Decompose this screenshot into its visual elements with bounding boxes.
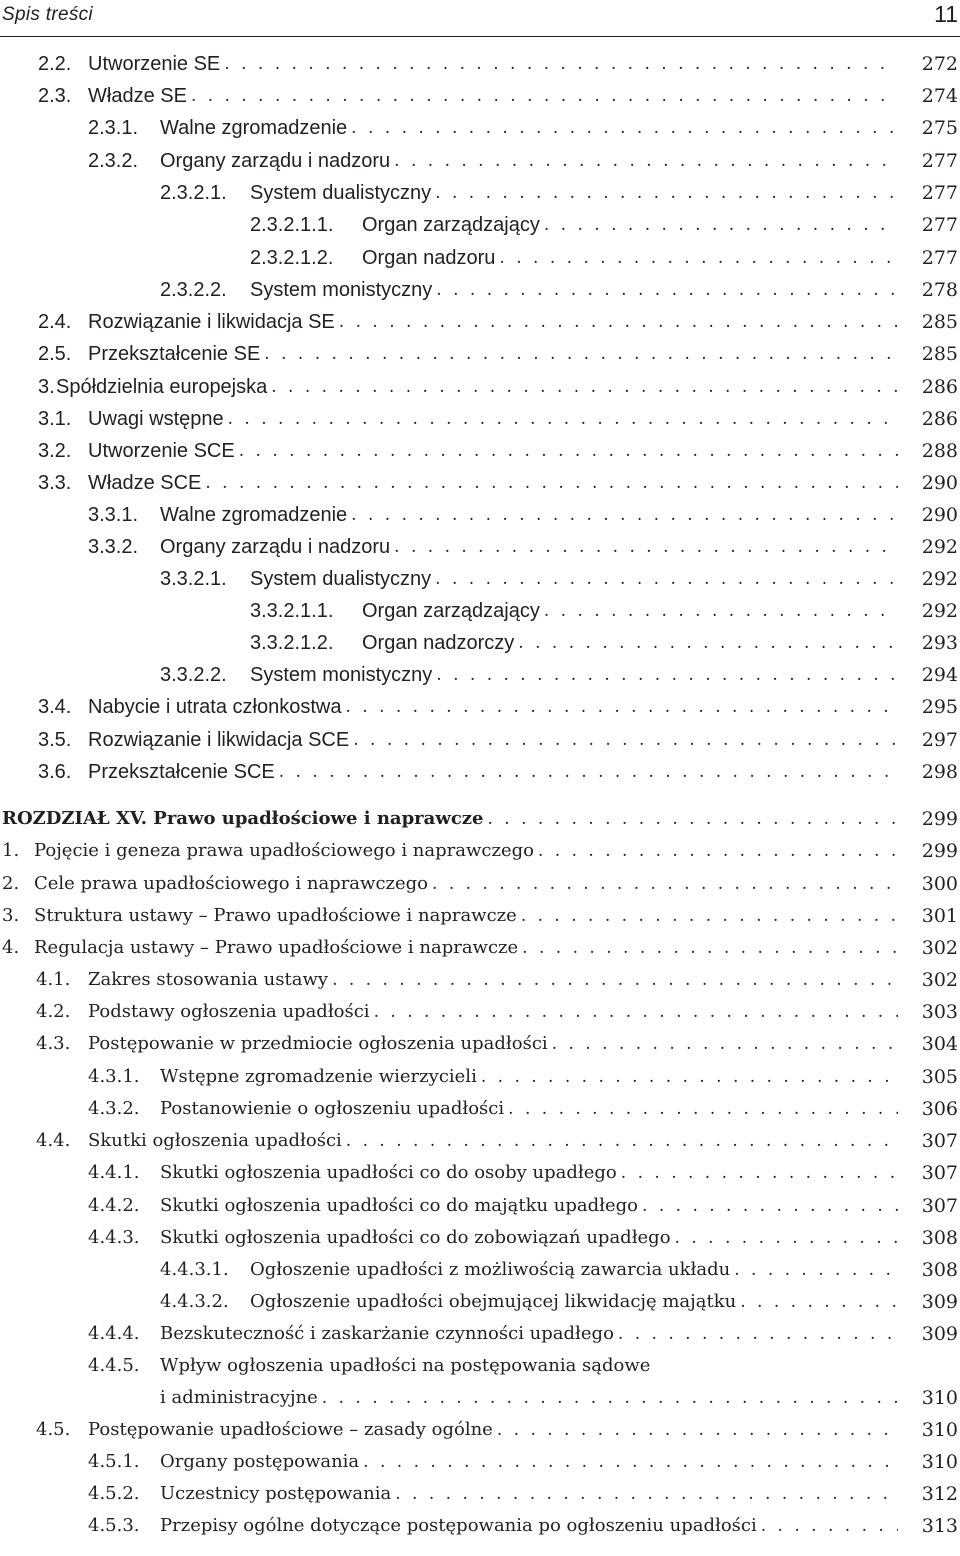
toc-entry-leader: [483, 803, 898, 835]
toc-entry[interactable]: [0, 306, 960, 338]
toc-entry-title: ROZDZIAŁ XV. Prawo upadłościowe i naprawcze: [2, 808, 484, 829]
toc-entry-number: 4.4.: [36, 1130, 71, 1151]
toc-entry[interactable]: [0, 659, 960, 691]
toc-entry-title: Władze SCE: [88, 472, 202, 494]
toc-entry-body: [362, 627, 898, 659]
toc-entry[interactable]: [0, 467, 960, 499]
toc-entry-page: 299: [921, 840, 958, 862]
toc-entry-leader: [757, 1510, 898, 1542]
toc-entry-page: 277: [921, 182, 958, 204]
toc-entry-body: [160, 531, 898, 563]
toc-entry-body: [88, 403, 898, 435]
toc-entry-number: 3.: [38, 376, 55, 398]
toc-entry-body: [160, 1061, 898, 1093]
toc-entry-body: [88, 1028, 898, 1060]
toc-entry-body: [56, 371, 898, 403]
toc-entry-title: Cele prawa upadłościowego i naprawczego: [34, 873, 429, 894]
toc-entry[interactable]: [0, 403, 960, 435]
toc-entry-page: 312: [921, 1483, 958, 1505]
toc-entry-page: 277: [921, 214, 958, 236]
toc-entry-page: 298: [921, 761, 958, 783]
toc-entry-leader: [517, 900, 898, 932]
toc-entry-leader: [617, 1157, 898, 1189]
toc-entry-page: 286: [921, 376, 958, 398]
toc-entry-leader: [220, 48, 898, 80]
toc-entry-title: Skutki ogłoszenia upadłości co do zobowiązań upadłego: [160, 1227, 671, 1248]
running-head: [0, 0, 960, 37]
toc-entry[interactable]: [0, 371, 960, 403]
toc-entry[interactable]: [0, 1093, 960, 1125]
toc-entry-body: [88, 467, 898, 499]
toc-entry-title: Skutki ogłoszenia upadłości co do majątku upadłego: [160, 1195, 639, 1216]
toc-entry[interactable]: [0, 1382, 960, 1414]
toc-entry-body: [160, 145, 898, 177]
toc-entry[interactable]: [0, 1222, 960, 1254]
toc-entry[interactable]: [0, 756, 960, 788]
toc-entry-body: [250, 1286, 898, 1318]
toc-entry-leader: [428, 868, 898, 900]
toc-entry-number: 2.: [2, 873, 20, 894]
toc-entry-number: 3.3.2.2.: [160, 664, 227, 686]
toc-entry[interactable]: [0, 435, 960, 467]
toc-entry-leader: [534, 835, 898, 867]
toc-entry-page: 288: [921, 440, 958, 462]
toc-entry-title: Władze SE: [88, 85, 187, 107]
toc-entry-leader: [477, 1061, 898, 1093]
toc-entry-leader: [347, 499, 898, 531]
toc-entry-number: 3.4.: [38, 696, 72, 718]
toc-entry-page: 290: [921, 504, 958, 526]
toc-entry-body: [362, 595, 898, 627]
toc-entry-number: 4.4.2.: [88, 1195, 140, 1216]
toc-entry-number: 4.5.3.: [88, 1515, 140, 1536]
toc-entry-leader: [341, 691, 898, 723]
toc-entry-number: 4.4.5.: [88, 1355, 140, 1376]
toc-entry-body: [88, 1125, 898, 1157]
toc-entry-number: 3.5.: [38, 729, 72, 751]
toc-entry-title: Struktura ustawy – Prawo upadłościowe i naprawcze: [34, 905, 517, 926]
toc-entry[interactable]: [0, 145, 960, 177]
toc-entry-number: 3.: [2, 905, 20, 926]
toc-entry[interactable]: [0, 900, 960, 932]
toc-entry-leader: [235, 435, 898, 467]
toc-entry-leader: [224, 403, 898, 435]
toc-entry-page: 292: [921, 536, 958, 558]
toc-entry-leader: [342, 1125, 898, 1157]
toc-entry[interactable]: [0, 1350, 960, 1382]
toc-entry[interactable]: [0, 338, 960, 370]
toc-entry-page: 307: [921, 1162, 958, 1184]
toc-entry-page: 310: [921, 1451, 958, 1473]
toc-entry-leader: [614, 1318, 898, 1350]
toc-entry-leader: [390, 531, 898, 563]
toc-entry-body: [160, 1510, 898, 1542]
toc-entry-body: [250, 177, 898, 209]
toc-entry-leader: [260, 338, 898, 370]
toc-entry-leader: [518, 932, 898, 964]
running-title: Spis treści: [2, 4, 93, 25]
toc-entry-number: 1.: [2, 840, 20, 861]
toc-entry-page: 286: [921, 408, 958, 430]
toc-entry-leader: [504, 1093, 898, 1125]
toc-entry-leader: [736, 1286, 898, 1318]
toc-entry-page: 309: [921, 1323, 958, 1345]
toc-entry-number: 2.2.: [38, 53, 72, 75]
toc-entry-number: 4.4.1.: [88, 1162, 140, 1183]
toc-entry-leader: [431, 177, 898, 209]
toc-entry-title: Skutki ogłoszenia upadłości co do osoby upadłego: [160, 1162, 617, 1183]
toc-entry-body: [88, 691, 898, 723]
toc-entry-page: 277: [921, 247, 958, 269]
toc-entry-title: Organ nadzoru: [362, 247, 496, 269]
toc-entry-title: Zakres stosowania ustawy: [88, 969, 329, 990]
toc-entry-title: Utworzenie SCE: [88, 440, 235, 462]
toc-entry-number: 3.2.: [38, 440, 72, 462]
toc-entry-body: [88, 724, 898, 756]
toc-entry-leader: [432, 274, 898, 306]
toc-entry-leader: [347, 112, 898, 144]
toc-entry[interactable]: [0, 868, 960, 900]
toc-entry-title: Ogłoszenie upadłości obejmującej likwidację majątku: [250, 1291, 737, 1312]
toc-entry-number: 4.3.1.: [88, 1066, 140, 1087]
toc-entry-body: [34, 868, 898, 900]
toc-entry-page: 307: [921, 1130, 958, 1152]
toc-entry-page: 302: [921, 969, 958, 991]
toc-entry-number: 4.: [2, 937, 20, 958]
toc-entry-number: 4.2.: [36, 1001, 71, 1022]
toc-entry-body: [88, 48, 898, 80]
toc-entry-number: 2.3.1.: [88, 117, 139, 139]
toc-entry-page: 310: [921, 1419, 958, 1441]
toc-entry-body: [88, 756, 898, 788]
toc-entry-leader: [548, 1028, 898, 1060]
toc-entry-title: Organ nadzorczy: [362, 632, 515, 654]
toc-entry-body: [160, 112, 898, 144]
toc-entry-leader: [671, 1222, 898, 1254]
toc-entry-title: Rozwiązanie i likwidacja SCE: [88, 729, 350, 751]
toc-entry-page: 272: [921, 53, 958, 75]
toc-entry-title: Organy zarządu i nadzoru: [160, 536, 391, 558]
toc-entry-title: System dualistyczny: [250, 568, 432, 590]
toc-entry[interactable]: [0, 177, 960, 209]
toc-entry-body: [362, 209, 898, 241]
toc-entry-body: [160, 1157, 898, 1189]
toc-entry[interactable]: [0, 1157, 960, 1189]
toc-entry-page: 309: [921, 1291, 958, 1313]
toc-entry-title: Pojęcie i geneza prawa upadłościowego i naprawczego: [34, 840, 534, 861]
toc-entry-leader: [432, 659, 898, 691]
toc-entry-title: System monistyczny: [250, 664, 433, 686]
toc-entry-number: 3.3.2.1.1.: [250, 600, 334, 622]
toc-entry-number: 2.3.2.1.: [160, 182, 227, 204]
toc-entry-title: Rozwiązanie i likwidacja SE: [88, 311, 335, 333]
toc-entry-leader: [201, 467, 898, 499]
toc-entry-number: 3.3.2.: [88, 536, 139, 558]
toc-entry-page: 294: [921, 664, 958, 686]
toc-entry-page: 297: [921, 729, 958, 751]
toc-entry-leader: [514, 627, 898, 659]
toc-entry-body: [160, 1093, 898, 1125]
toc-entry-page: 278: [921, 279, 958, 301]
toc-entry-number: 3.6.: [38, 761, 72, 783]
toc-entry-number: 4.5.2.: [88, 1483, 140, 1504]
toc-entry[interactable]: [0, 499, 960, 531]
toc-entry-number: 4.5.: [36, 1419, 71, 1440]
toc-entry-number: 3.1.: [38, 408, 72, 430]
toc-entry-title: Walne zgromadzenie: [160, 117, 348, 139]
toc-entry-body: [250, 659, 898, 691]
toc-entry-page: 300: [921, 873, 958, 895]
toc-entry-leader: [187, 80, 898, 112]
toc-entry-leader: [730, 1254, 898, 1286]
toc-entry-body: [160, 1478, 898, 1510]
toc-entry-leader: [540, 595, 898, 627]
toc-entry-number: 4.4.3.1.: [160, 1259, 229, 1280]
toc-entry-title: Nabycie i utrata członkostwa: [88, 696, 342, 718]
toc-entry-number: 2.3.2.: [88, 150, 139, 172]
toc-entry-body: [88, 996, 898, 1028]
toc-entry-body: [34, 900, 898, 932]
toc-entry[interactable]: [0, 1286, 960, 1318]
toc-entry-title: Przekształcenie SCE: [88, 761, 275, 783]
toc-entry[interactable]: [0, 1061, 960, 1093]
toc-entry-number: 4.4.3.: [88, 1227, 140, 1248]
toc-entry-body: [250, 563, 898, 595]
toc-entry-number: 2.3.2.2.: [160, 279, 227, 301]
toc-entry[interactable]: [0, 1318, 960, 1350]
toc-entry-title: Organy zarządu i nadzoru: [160, 150, 391, 172]
toc-entry-number: 4.4.3.2.: [160, 1291, 229, 1312]
toc-entry-title: Walne zgromadzenie: [160, 504, 348, 526]
toc-entry-leader: [328, 964, 898, 996]
toc-entry[interactable]: [0, 996, 960, 1028]
toc-entry[interactable]: [0, 595, 960, 627]
toc-entry-number: 3.3.2.1.2.: [250, 632, 334, 654]
toc-entry-page: 310: [921, 1387, 958, 1409]
toc-entry-body: [160, 1190, 898, 1222]
toc-entry-page: 285: [921, 343, 958, 365]
toc-entry-leader: [275, 756, 898, 788]
toc-entry-number: 2.3.: [38, 85, 72, 107]
toc-entry-page: 292: [921, 600, 958, 622]
toc-entry-leader: [267, 371, 898, 403]
toc-entry-page: 306: [921, 1098, 958, 1120]
toc-entry-body: [250, 274, 898, 306]
toc-entry-title: Organ zarządzający: [362, 600, 540, 622]
toc-entry-page: 308: [921, 1259, 958, 1281]
toc-entry-body: [88, 435, 898, 467]
toc-entry-leader: [431, 563, 898, 595]
toc-entry[interactable]: [0, 627, 960, 659]
toc-entry-body: [160, 1446, 898, 1478]
toc-entry-number: 4.1.: [36, 969, 71, 990]
toc-entry[interactable]: [0, 964, 960, 996]
toc-entry-page: 275: [921, 117, 958, 139]
toc-entry-page: 290: [921, 472, 958, 494]
toc-entry[interactable]: [0, 724, 960, 756]
toc-entry[interactable]: [0, 691, 960, 723]
toc-entry-body: [160, 1222, 898, 1254]
toc-entry-leader: [391, 1478, 898, 1510]
toc-entry-leader: [540, 209, 898, 241]
toc-entry-leader: [493, 1414, 898, 1446]
toc-entry-title: Wstępne zgromadzenie wierzycieli: [160, 1066, 477, 1087]
toc-entry-leader: [335, 306, 898, 338]
toc-entry-title: System dualistyczny: [250, 182, 432, 204]
toc-entry-title: Ogłoszenie upadłości z możliwością zawarcia układu: [250, 1259, 731, 1280]
toc-entry-page: 304: [921, 1033, 958, 1055]
toc-entry-number: 2.5.: [38, 343, 72, 365]
toc-entry[interactable]: [0, 1028, 960, 1060]
toc-entry[interactable]: [0, 1478, 960, 1510]
toc-entry-title: Wpływ ogłoszenia upadłości na postępowania sądowe: [160, 1355, 651, 1376]
toc-entry-leader: [359, 1446, 898, 1478]
toc-entry-title: Postępowanie upadłościowe – zasady ogólne: [88, 1419, 493, 1440]
toc-entry-title: Spółdzielnia europejska: [56, 376, 268, 398]
toc-entry[interactable]: [0, 80, 960, 112]
toc-entry-title: Utworzenie SE: [88, 53, 221, 75]
toc-entry-page: 285: [921, 311, 958, 333]
toc-entry[interactable]: [0, 1510, 960, 1542]
toc-entry-page: 313: [921, 1515, 958, 1537]
toc-entry[interactable]: [0, 803, 960, 835]
toc-entry-page: 274: [921, 85, 958, 107]
toc-entry-title: Uczestnicy postępowania: [160, 1483, 392, 1504]
toc-entry-title: Organ zarządzający: [362, 214, 540, 236]
toc-entry-body: [88, 306, 898, 338]
toc-entry-leader: [370, 996, 898, 1028]
toc-entry-body: [362, 242, 898, 274]
toc-entry[interactable]: [0, 274, 960, 306]
toc-entry[interactable]: [0, 1254, 960, 1286]
toc-entry-number: 4.3.: [36, 1033, 71, 1054]
toc-entry-title: Przepisy ogólne dotyczące postępowania po ogłoszeniu upadłości: [160, 1515, 757, 1536]
toc-entry-title: Postępowanie w przedmiocie ogłoszenia upadłości: [88, 1033, 548, 1054]
toc-entry[interactable]: [0, 531, 960, 563]
toc-entry-page: 295: [921, 696, 958, 718]
toc-entry[interactable]: [0, 242, 960, 274]
toc-entry-body: [34, 835, 898, 867]
toc-entry[interactable]: [0, 209, 960, 241]
toc-entry-number: 4.4.4.: [88, 1323, 140, 1344]
toc-entry[interactable]: [0, 48, 960, 80]
toc-entry-page: 305: [921, 1066, 958, 1088]
page-number: 11: [934, 1, 958, 27]
toc-entry-number: 4.3.2.: [88, 1098, 140, 1119]
toc-entry-leader: [349, 724, 898, 756]
toc-entry-title: Uwagi wstępne: [88, 408, 224, 430]
toc-entry-body: [2, 803, 898, 835]
toc-entry-page: 303: [921, 1001, 958, 1023]
toc-entry-number: 2.4.: [38, 311, 72, 333]
toc-entry-page: 302: [921, 937, 958, 959]
toc-entry-page: 292: [921, 568, 958, 590]
toc-entry[interactable]: [0, 1446, 960, 1478]
toc-entry-body: [88, 964, 898, 996]
toc-entry-title: Skutki ogłoszenia upadłości: [88, 1130, 342, 1151]
toc-entry-title: Przekształcenie SE: [88, 343, 261, 365]
toc-entry[interactable]: [0, 112, 960, 144]
toc-entry-body: [160, 1350, 650, 1382]
toc-entry[interactable]: [0, 932, 960, 964]
toc-entry-page: 277: [921, 150, 958, 172]
toc-entry-page: 293: [921, 632, 958, 654]
toc-entry-title: i administracyjne: [160, 1387, 318, 1408]
toc-entry-body: [160, 1382, 898, 1414]
toc-entry-body: [88, 1414, 898, 1446]
toc-entry-number: 2.3.2.1.2.: [250, 247, 334, 269]
toc-entry-body: [88, 338, 898, 370]
toc-entry-leader: [390, 145, 898, 177]
toc-entry-number: 4.5.1.: [88, 1451, 140, 1472]
toc-entry[interactable]: [0, 1190, 960, 1222]
toc-entry-title: System monistyczny: [250, 279, 433, 301]
toc-entry-title: Organy postępowania: [160, 1451, 360, 1472]
toc-entry[interactable]: [0, 1125, 960, 1157]
toc-entry-page: 307: [921, 1195, 958, 1217]
toc-entry-body: [250, 1254, 898, 1286]
toc-entry[interactable]: [0, 1414, 960, 1446]
toc-entry-leader: [495, 242, 898, 274]
toc-entry[interactable]: [0, 563, 960, 595]
toc-entry-title: Regulacja ustawy – Prawo upadłościowe i naprawcze: [34, 937, 519, 958]
toc-entry-leader: [318, 1382, 898, 1414]
toc-entry-page: 299: [921, 808, 958, 830]
toc-entry[interactable]: [0, 835, 960, 867]
toc-entry-body: [160, 499, 898, 531]
toc-entry-body: [88, 80, 898, 112]
toc-entry-body: [160, 1318, 898, 1350]
toc-entry-number: 2.3.2.1.1.: [250, 214, 334, 236]
toc-entry-title: Podstawy ogłoszenia upadłości: [88, 1001, 370, 1022]
toc-entry-body: [34, 932, 898, 964]
toc-entry-page: 308: [921, 1227, 958, 1249]
toc-entry-title: Bezskuteczność i zaskarżanie czynności upadłego: [160, 1323, 614, 1344]
toc-entry-number: 3.3.: [38, 472, 72, 494]
toc-entry-number: 3.3.1.: [88, 504, 139, 526]
toc-entry-page: 301: [921, 905, 958, 927]
toc-entry-leader: [638, 1190, 898, 1222]
toc-entry-number: 3.3.2.1.: [160, 568, 227, 590]
toc-entry-title: Postanowienie o ogłoszeniu upadłości: [160, 1098, 505, 1119]
